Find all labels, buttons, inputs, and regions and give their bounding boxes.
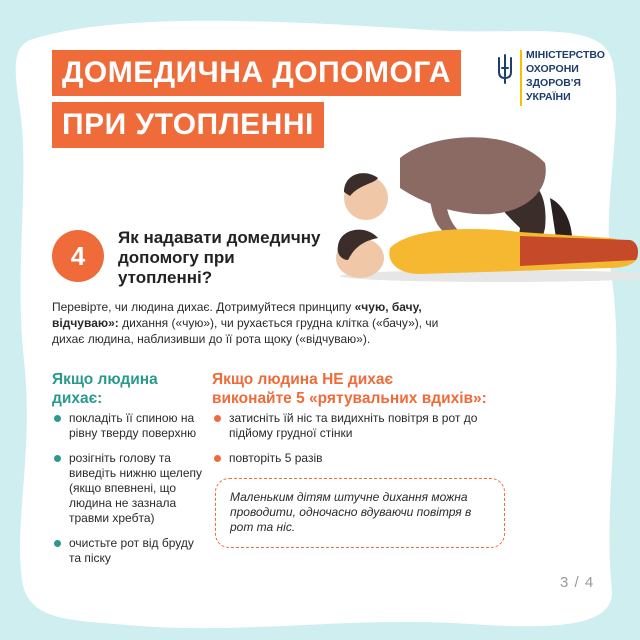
rescue-breaths-list [212, 411, 512, 476]
list-item [52, 536, 202, 566]
ministry-logo [496, 48, 606, 110]
intro-text-2: дихання («чую»), чи рухається грудна клітка («бачу»), чи дихає людина, наблизивши до її рота щоку («відчуваю»). [52, 316, 439, 346]
ministry-divider [520, 50, 522, 106]
intro-paragraph [52, 299, 472, 347]
page-title-line-1: ДОМЕДИЧНА ДОПОМОГА [52, 50, 461, 96]
list-item [212, 411, 512, 441]
bullet-icon [214, 415, 221, 422]
list-item [52, 451, 202, 526]
step-question: Як надавати домедичну допомогу при утопленні? [118, 228, 321, 287]
list-item-text: очистьте рот від бруду та піску [69, 536, 194, 565]
bullet-icon [54, 540, 61, 547]
ministry-line-3: ЗДОРОВ'Я [526, 77, 581, 89]
intro-bold-principle: «чую, бачу, відчуваю»: [52, 300, 422, 330]
ministry-line-4: УКРАЇНИ [526, 91, 571, 103]
step-number-badge: 4 [52, 230, 104, 282]
bullet-icon [54, 455, 61, 462]
not-breathing-heading-line-2: виконайте 5 «рятувальних вдихів»: [212, 390, 487, 407]
breathing-steps-list [52, 411, 202, 576]
list-item [212, 451, 512, 466]
not-breathing-heading [212, 370, 532, 408]
list-item-text: покладіть її спиною на рівну тверду поверхню [69, 411, 197, 440]
list-item-text: повторіть 5 разів [229, 451, 323, 465]
page-indicator: 3 / 4 [560, 574, 595, 591]
ministry-name [526, 48, 605, 104]
list-item-text: затисніть їй ніс та видихніть повітря в рот до підйому грудної стінки [229, 411, 478, 440]
intro-text-1: Перевірте, чи людина дихає. Дотримуйтеся принципу [52, 300, 355, 314]
breathing-heading: Якщо людина дихає: [52, 371, 158, 407]
page-title-line-2: ПРИ УТОПЛЕННІ [52, 102, 324, 148]
bullet-icon [54, 415, 61, 422]
bullet-icon [214, 455, 221, 462]
not-breathing-heading-line-1: Якщо людина НЕ дихає [212, 371, 394, 388]
list-item [52, 411, 202, 441]
list-item-text: розігніть голову та виведіть нижню щелепу (якщо впевнені, що людина не зазнала травми хребта) [69, 451, 202, 525]
children-note: Маленьким дітям штучне дихання можна проводити, одночасно вдуваючи повітря в рот та ніс. [215, 478, 505, 548]
ministry-line-1: МІНІСТЕРСТВО [526, 49, 605, 61]
ministry-line-2: ОХОРОНИ [526, 63, 579, 75]
trident-icon [496, 54, 514, 84]
rescue-breathing-illustration [320, 128, 640, 288]
